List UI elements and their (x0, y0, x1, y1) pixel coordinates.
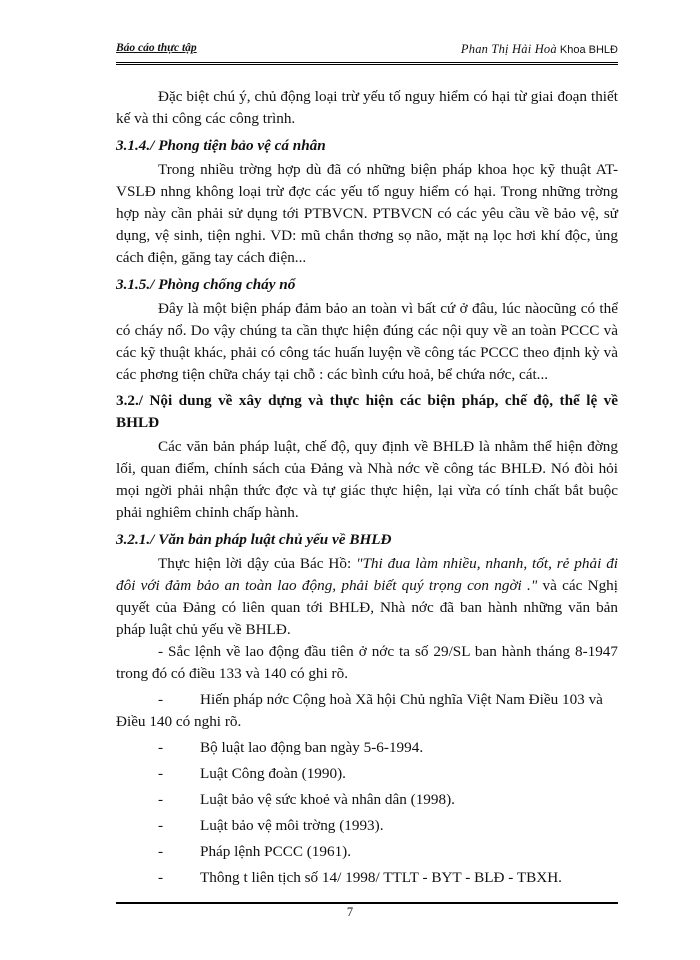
list-item (116, 841, 618, 863)
list-item-text: Luật bảo vệ môi trờng (1993). (200, 817, 384, 834)
paragraph-fire-prevention: Đây là một biện pháp đảm bảo an toàn vì bất cứ ở đâu, lúc nàocũng có thể có cháy nổ. Do vậy chúng ta cần thực hiện đúng các nội quy về an toàn PCCC và các kỹ thuật khác, phải có công tác huấn luyện về công tác PCCC theo định kỳ và các phơng tiện chữa cháy tại chỗ : các bình cứu hoả, bể chứa nớc, cát... (116, 300, 618, 383)
paragraph-legal-documents: Các văn bản pháp luật, chế độ, quy định về BHLĐ là nhằm thể hiện đờng lối, quan điểm, chính sách của Đảng và Nhà nớc về công tác BHLĐ. Nó đòi hỏi mọi ngời phải nhận thức đợc và tự giác thực hiện, lại vừa có tính chất bắt buộc phải nghiêm chỉnh chấp hành. (116, 438, 618, 521)
heading-3-2: 3.2./ Nội dung về xây dựng và thực hiện các biện pháp, chế độ, thể lệ về BHLĐ (116, 392, 618, 431)
list-item (116, 815, 618, 837)
list-dash: - (158, 691, 164, 708)
quote-intro: Thực hiện lời dậy của Bác Hồ: (158, 555, 357, 572)
list-item-text: Luật Công đoàn (1990). (200, 765, 346, 782)
list-dash: - (158, 791, 164, 808)
page-number: 7 (346, 905, 354, 919)
paragraph-decree-29: - Sắc lệnh về lao động đầu tiên ở nớc ta số 29/SL ban hành tháng 8-1947 trong đó có điều 133 và 140 có ghi rõ. (116, 643, 618, 682)
header-author: Phan Thị Hải Hoà (460, 42, 557, 56)
heading-3-2-1: 3.2.1./ Văn bản pháp luật chủ yếu về BHLĐ (116, 531, 392, 548)
document-body (116, 86, 618, 893)
paragraph-design-stage: Đặc biệt chú ý, chủ động loại trừ yếu tố nguy hiểm có hại từ giai đoạn thiết kế và thi công các công trình. (116, 88, 618, 127)
list-item-text: Luật bảo vệ sức khoẻ và nhân dân (1998). (200, 791, 455, 808)
list-item-text: Thông t liên tịch số 14/ 1998/ TTLT - BYT - BLĐ - TBXH. (200, 869, 562, 886)
footer-divider (116, 902, 618, 904)
list-item (116, 763, 618, 785)
list-dash: - (158, 817, 164, 834)
heading-3-1-4: 3.1.4./ Phong tiện bảo vệ cá nhân (116, 137, 326, 154)
list-item (116, 689, 618, 733)
header-report-title: Báo cáo thực tập (116, 42, 197, 54)
list-item (116, 789, 618, 811)
list-dash: - (158, 869, 164, 886)
paragraph-uncle-ho-quote (116, 553, 618, 641)
header-author-dept (461, 42, 618, 57)
list-item-text: Pháp lệnh PCCC (1961). (200, 843, 352, 860)
list-item-text: Hiến pháp nớc Cộng hoà Xã hội Chủ nghĩa Việt Nam Điều 103 và Điều 140 có nghi rõ. (116, 691, 603, 730)
list-item-text: Bộ luật lao động ban ngày 5-6-1994. (200, 739, 424, 756)
list-item (116, 737, 618, 759)
heading-3-1-5: 3.1.5./ Phòng chống cháy nổ (116, 276, 296, 293)
page-header (116, 40, 618, 65)
paragraph-ppe: Trong nhiều trờng hợp dù đã có những biện pháp khoa học kỹ thuật AT-VSLĐ nhng không loại trừ đợc các yếu tố nguy hiểm có hại. Trong những trờng hợp này cần phải sử dụng tới PTBVCN. PTBVCN có các yêu cầu về bảo vệ, sử dụng, vệ sinh, tiện nghi. VD: mũ chắn thơng sọ não, mặt nạ lọc hơi khí độc, ủng cách điện, găng tay cách điện... (116, 161, 618, 266)
list-dash: - (158, 843, 164, 860)
quote-text: "Thi đua làm nhiều, nhanh, tốt, rẻ phải đi đôi với đảm bảo an toàn lao động, phải biết quý trọng con ngời ." (116, 555, 619, 594)
list-item (116, 867, 618, 889)
header-department: Khoa BHLĐ (556, 44, 618, 56)
list-dash: - (158, 739, 164, 756)
list-dash: - (158, 765, 164, 782)
quote-continuation: và các Nghị quyết của Đảng có liên quan tới BHLĐ, Nhà nớc đã ban hành những văn bản pháp luật chủ yếu về BHLĐ. (116, 577, 618, 638)
